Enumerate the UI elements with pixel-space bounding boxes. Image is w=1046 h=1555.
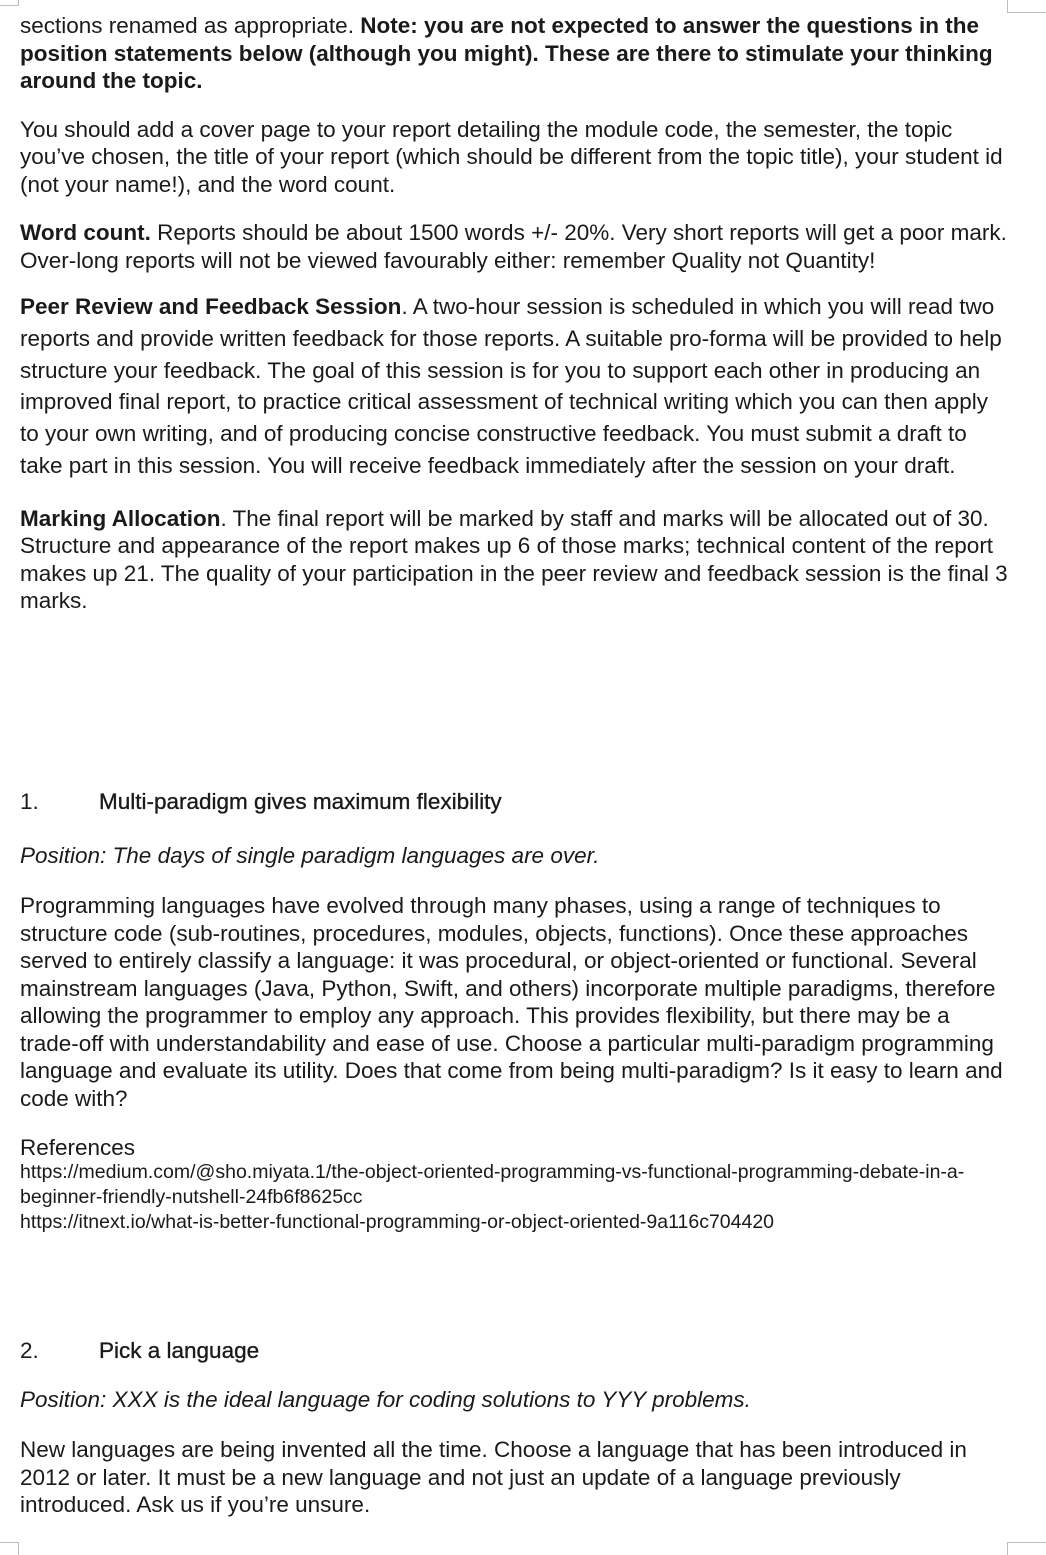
reference-link[interactable]: https://medium.com/@sho.miyata.1/the-object-oriented-programming-vs-functional-programming-debate-in-a-beginner-friendly-nutshell-24fb6f8625cc [20,1161,965,1208]
section-2-heading [20,1337,259,1365]
peer-review-paragraph [20,291,1010,482]
marking-paragraph [20,505,1010,615]
section-1-body: Programming languages have evolved through many phases, using a range of techniques to structure code (sub-routines, procedures, modules, objects, functions). Once these approaches served to entirely classify a language: it was procedural, or object-oriented or functional. Several mainstream languages (Java, Python, Swift, and others) incorporate multiple paradigms, therefore allowing the programmer to employ any approach. This provides flexibility, but there may be a trade-off with understandability and ease of use. Choose a particular multi-paradigm programming language and evaluate its utility. Does that come from being multi-paradigm? Is it easy to learn and code with? [20,893,1003,1111]
marking-label: Marking Allocation [20,505,221,531]
section-2-number: 2. [20,1338,39,1363]
word-count-text: Reports should be about 1500 words +/- 20%. Very short reports will get a poor mark. Over-long reports will not be viewed favourably either: remember Quality not Quantity! [20,220,1007,273]
section-1-references [20,1160,1010,1235]
section-2-title: Pick a language [99,1338,260,1363]
page-corner-mark [0,0,19,6]
page-corner-mark [0,1542,19,1555]
section-2-position: Position: XXX is the ideal language for coding solutions to YYY problems. [20,1387,751,1412]
intro-note: Note: you are not expected to answer the questions in the position statements below (although you might). These are there to stimulate your thinking around the topic. [20,13,993,93]
section-1-title: Multi-paradigm gives maximum flexibility [99,789,502,814]
peer-review-label: Peer Review and Feedback Session [20,294,402,319]
reference-link[interactable]: https://itnext.io/what-is-better-functional-programming-or-object-oriented-9a116c704420 [20,1211,775,1233]
intro-text: sections renamed as appropriate. [20,13,361,38]
marking-text: . The final report will be marked by staff and marks will be allocated out of 30. Structure and appearance of the report makes up 6 of those marks; technical content of the report makes up 21. The quality of your participation in the peer review and feedback session is the final 3 marks. [20,505,1008,614]
document-page [20,12,1010,1517]
section-1-position: Position: The days of single paradigm languages are over. [20,843,600,868]
section-2-body: New languages are being invented all the time. Choose a language that has been introduced in 2012 or later. It must be a new language and not just an update of a language previously introduced. Ask us if you’re unsure. [20,1437,967,1517]
intro-paragraph [20,12,1010,95]
section-1-references-title: References [20,1135,136,1160]
cover-page-paragraph: You should add a cover page to your report detailing the module code, the semester, the topic you’ve chosen, the title of your report (which should be different from the topic title), your student id (not your name!), and the word count. [20,116,1003,197]
peer-review-text: . A two-hour session is scheduled in which you will read two reports and provide written feedback for those reports. A suitable pro-forma will be provided to help structure your feedback. The goal of this session is for you to support each other in producing an improved final report, to practice critical assessment of technical writing which you can then apply to your own writing, and of producing concise constructive feedback. You must submit a draft to take part in this session. You will receive feedback immediately after the session on your draft. [20,294,1002,478]
word-count-paragraph [20,219,1010,274]
page-corner-mark [1007,0,1046,13]
word-count-label: Word count. [20,220,151,245]
section-1-heading [20,788,502,816]
page-corner-mark [1007,1542,1046,1555]
section-1-number: 1. [20,789,39,814]
